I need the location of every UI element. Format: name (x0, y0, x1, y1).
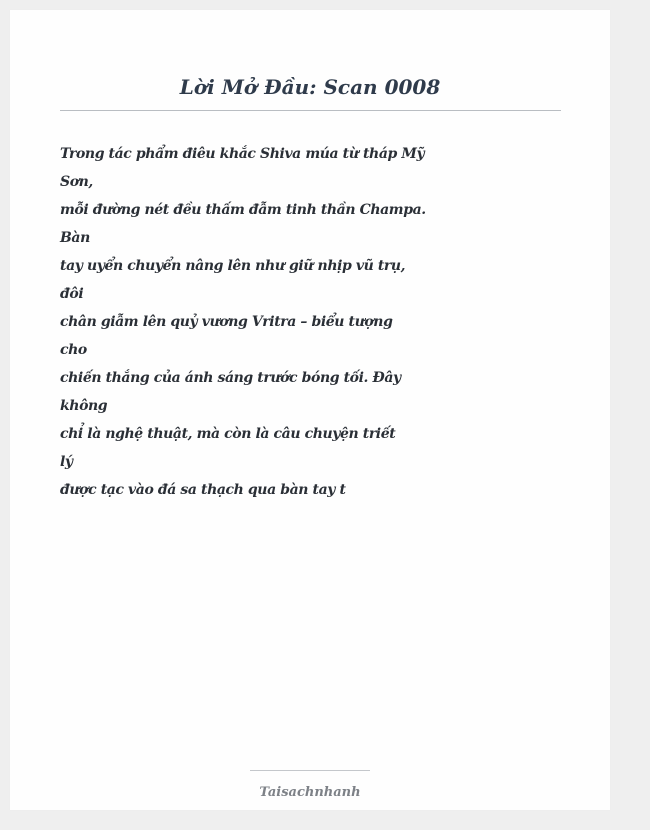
text-line: cho (60, 342, 87, 358)
text-line: được tạc vào đá sa thạch qua bàn tay t (60, 482, 346, 498)
title-divider (60, 110, 561, 111)
text-line: tay uyển chuyển nâng lên như giữ nhịp vũ trụ, (60, 258, 406, 274)
footer-divider (250, 770, 370, 771)
document-page (10, 10, 610, 810)
text-line: đôi (60, 286, 84, 302)
body-text (60, 140, 426, 504)
text-line: Trong tác phẩm điêu khắc Shiva múa từ tháp Mỹ (60, 146, 425, 162)
text-line: mỗi đường nét đều thấm đẫm tinh thần Champa. (60, 202, 426, 218)
text-line: không (60, 398, 108, 414)
page-title: Lời Mở Đầu: Scan 0008 (179, 75, 441, 99)
text-line: chiến thắng của ánh sáng trước bóng tối. Đây (60, 370, 401, 386)
text-line: chân giẫm lên quỷ vương Vritra – biểu tượng (60, 314, 393, 330)
text-line: Bàn (60, 230, 90, 246)
text-line: lý (60, 454, 73, 470)
footer-source: Taisachnhanh (259, 785, 361, 800)
text-line: Sơn, (60, 174, 93, 190)
text-line: chỉ là nghệ thuật, mà còn là câu chuyện triết (60, 426, 396, 442)
